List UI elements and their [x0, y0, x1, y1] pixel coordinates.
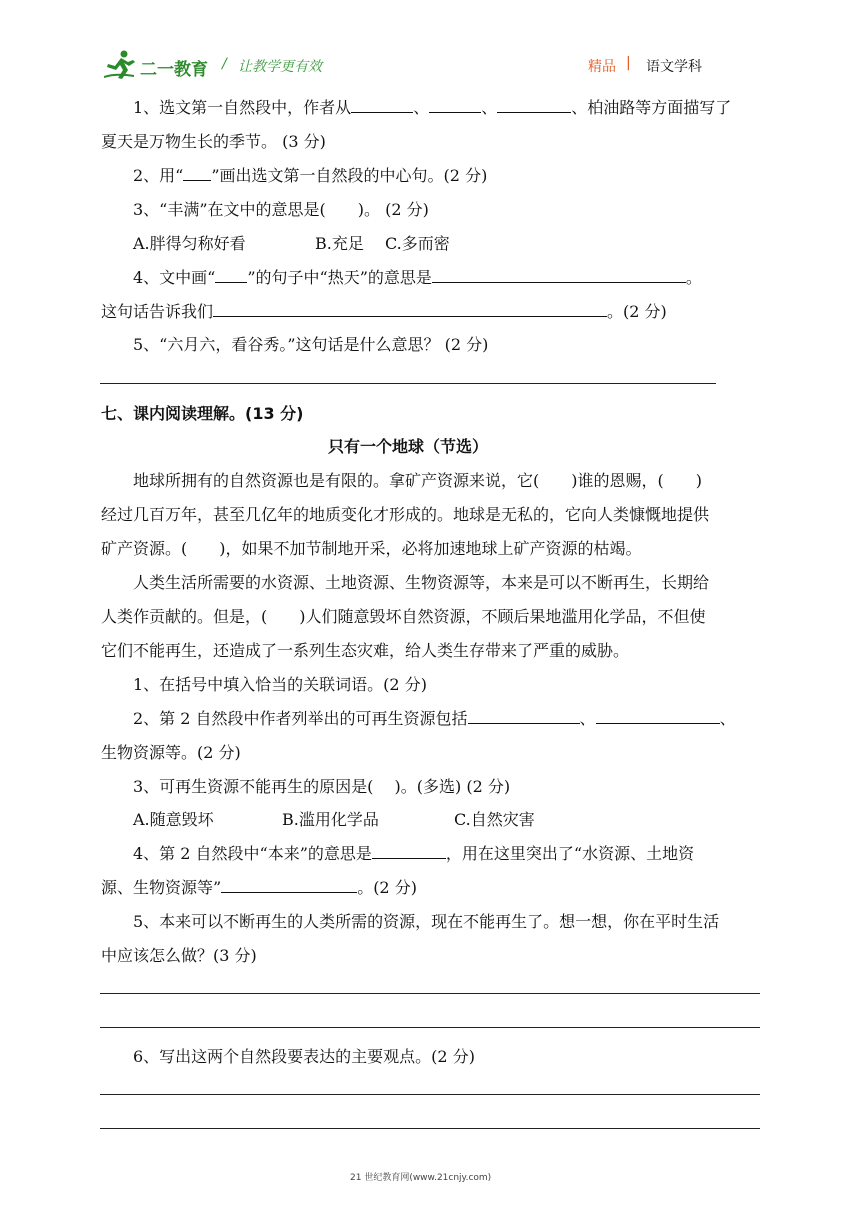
s6-question-2: [133, 166, 487, 186]
answer-line[interactable]: [100, 383, 716, 384]
blank-line[interactable]: [497, 98, 571, 113]
blank-line[interactable]: [596, 709, 720, 724]
header-divider: |: [626, 55, 631, 71]
passage-p1-line2: 经过几百万年，甚至几亿年的地质变化才形成的。地球是无私的，它向人类慷慨地提供: [101, 505, 710, 524]
passage-p2-line1: 人类生活所需要的水资源、土地资源、生物资源等，本来是可以不断再生，长期给: [133, 573, 710, 592]
answer-line[interactable]: [100, 1094, 760, 1095]
blank-line[interactable]: [372, 844, 446, 859]
s7-question-1: 1、在括号中填入恰当的关联词语。(2 分): [133, 675, 427, 694]
section-7-heading: 七、课内阅读理解。(13 分): [101, 404, 304, 423]
s6-q4-text2-end: 。(2 分): [607, 302, 667, 321]
s6-q3-option-c[interactable]: C.多而密: [385, 234, 450, 253]
s6-q1-text: 1、选文第一自然段中，作者从: [133, 98, 352, 117]
s7-question-5-line2: 中应该怎么做？(3 分): [101, 946, 257, 965]
s6-question-4: [133, 268, 702, 288]
s7-question-5-line1: 5、本来可以不断再生的人类所需的资源，现在不能再生了。想一想，你在平时生活: [133, 912, 720, 931]
s7-question-3: 3、可再生资源不能再生的原因是( )。(多选) (2 分): [133, 777, 511, 796]
blank-line[interactable]: [468, 709, 580, 724]
s7-q2-sep: 、: [579, 709, 596, 728]
s6-q1-text-end: 、柏油路等方面描写了: [571, 98, 732, 117]
passage-title: 只有一个地球（节选）: [328, 437, 489, 456]
subject-label: 语文学科: [646, 59, 702, 75]
blank-line[interactable]: [221, 878, 357, 893]
s7-q4-text-mid: ，用在这里突出了“水资源、土地资: [445, 844, 695, 863]
slogan: 让教学更有效: [238, 59, 322, 75]
passage-p2-line2: 人类作贡献的。但是，( )人们随意毁坏自然资源，不顾后果地滥用化学品，不但使: [101, 607, 706, 626]
blank-line[interactable]: [351, 98, 413, 113]
blank-line[interactable]: [213, 302, 607, 317]
passage-p1-line3: 矿产资源。( )，如果不加节制地开采，必将加速地球上矿产资源的枯竭。: [101, 539, 642, 558]
s7-question-4-cont: [101, 878, 417, 898]
answer-line[interactable]: [100, 1027, 760, 1028]
footer-text: 21 世纪教育网(www.21cnjy.com): [350, 1173, 492, 1183]
s6-question-3: 3、“丰满”在文中的意思是( )。 (2 分): [133, 200, 429, 219]
s7-q4-text2-end: 。(2 分): [357, 878, 417, 897]
s6-question-5: 5、“六月六，看谷秀。”这句话是什么意思？ (2 分): [133, 335, 489, 354]
s6-q4-text: 4、文中画“: [133, 268, 216, 287]
s7-q3-option-b[interactable]: B.滥用化学品: [282, 810, 379, 829]
s6-q4-text-mid: ”的句子中“热天”的意思是: [247, 268, 432, 287]
s7-q2-sep: 、: [719, 709, 736, 728]
s7-q2-text: 2、第 2 自然段中作者列举出的可再生资源包括: [133, 709, 468, 728]
s6-q4-text-end: 。: [685, 268, 702, 287]
s6-q2-text-end: ”画出选文第一自然段的中心句。(2 分): [211, 166, 488, 185]
header-separator: /: [222, 56, 227, 72]
s6-question-4-cont: [101, 302, 667, 322]
s7-question-2-cont: 生物资源等。(2 分): [101, 743, 241, 762]
s6-q3-option-a[interactable]: A.胖得匀称好看: [133, 234, 246, 253]
s7-q3-option-a[interactable]: A.随意毁坏: [133, 810, 214, 829]
answer-line[interactable]: [100, 1128, 760, 1129]
s7-question-2: [133, 709, 736, 729]
brand-name: 二一教育: [140, 60, 208, 80]
s6-q2-text: 2、用“: [133, 166, 184, 185]
s7-q4-text: 4、第 2 自然段中“本来”的意思是: [133, 844, 372, 863]
passage-p1-line1: 地球所拥有的自然资源也是有限的。拿矿产资源来说，它( )谁的恩赐，( ): [133, 471, 702, 490]
blank-line[interactable]: [429, 98, 481, 113]
s6-q1-sep: 、: [413, 98, 430, 117]
answer-line[interactable]: [100, 993, 760, 994]
underline-sample: [215, 268, 247, 283]
blank-line[interactable]: [432, 268, 686, 283]
s6-question-1: [133, 98, 731, 118]
underline-sample: [183, 166, 211, 181]
s6-q1-sep: 、: [481, 98, 498, 117]
s7-q4-text2: 源、生物资源等”: [101, 878, 222, 897]
quality-label: 精品: [588, 59, 616, 75]
s7-q3-option-c[interactable]: C.自然灾害: [454, 810, 535, 829]
passage-p2-line3: 它们不能再生，还造成了一系列生态灾难，给人类生存带来了严重的威胁。: [101, 641, 630, 660]
s7-question-4: [133, 844, 694, 864]
runner-logo-icon: [104, 50, 138, 80]
s6-q4-text2: 这句话告诉我们: [101, 302, 214, 321]
s7-question-6: 6、写出这两个自然段要表达的主要观点。(2 分): [133, 1047, 475, 1066]
s6-question-1-cont: 夏天是万物生长的季节。 (3 分): [101, 132, 326, 151]
s6-q3-option-b[interactable]: B.充足: [315, 234, 364, 253]
